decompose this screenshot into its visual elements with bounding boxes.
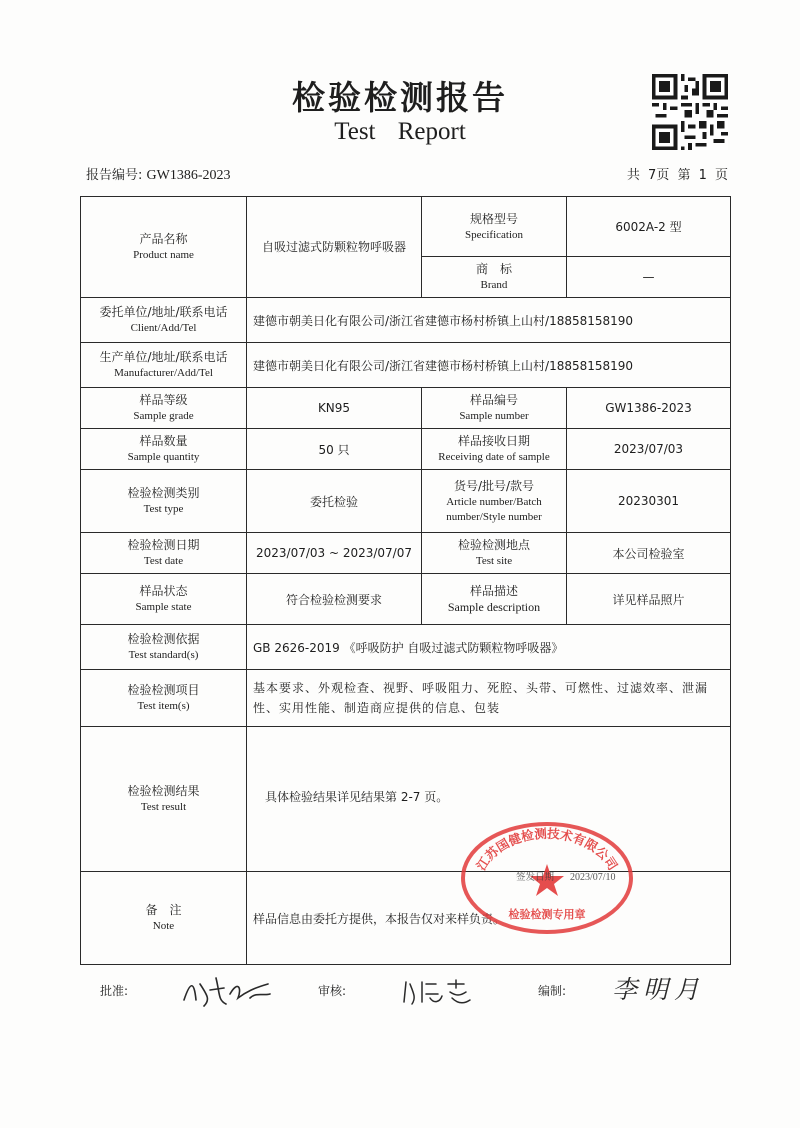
sample-number-value: GW1386-2023 bbox=[567, 388, 731, 429]
qr-code-icon bbox=[652, 74, 728, 150]
note-value: 样品信息由委托方提供，本报告仅对来样负责。 bbox=[247, 872, 731, 965]
signature-row bbox=[100, 970, 740, 1010]
report-number-value: GW1386-2023 bbox=[146, 168, 231, 183]
reviewer-label: 审核: bbox=[318, 984, 347, 998]
test-result-value: 具体检验结果详见结果第 2-7 页。 bbox=[247, 727, 731, 872]
seal-org-text: 江苏国健检测技术有限公司 bbox=[473, 825, 621, 873]
row-client bbox=[81, 298, 731, 343]
test-items-label: 检验检测项目 Test item(s) bbox=[81, 670, 247, 727]
client-value: 建德市朝美日化有限公司/浙江省建德市杨村桥镇上山村/18858158190 bbox=[247, 298, 731, 343]
sample-quantity-value: 50 只 bbox=[247, 429, 422, 470]
product-name-label: 产品名称 Product name bbox=[81, 197, 247, 298]
official-seal-icon bbox=[458, 818, 636, 936]
note-label: 备 注 Note bbox=[81, 872, 247, 965]
test-standard-value: GB 2626-2019 《呼吸防护 自吸过滤式防颗粒物呼吸器》 bbox=[247, 625, 731, 670]
sample-grade-label: 样品等级 Sample grade bbox=[81, 388, 247, 429]
approver-signature bbox=[180, 970, 276, 1010]
row-sample-state bbox=[81, 574, 731, 625]
issue-date-label: 签发日期 bbox=[516, 872, 555, 883]
test-site-value: 本公司检验室 bbox=[567, 533, 731, 574]
row-standard bbox=[81, 625, 731, 670]
specification-label: 规格型号 Specification bbox=[422, 197, 567, 257]
report-number-label: 报告编号: bbox=[86, 168, 143, 183]
row-quantity bbox=[81, 429, 731, 470]
article-number-label: 货号/批号/款号 Article number/Batch number/Style number bbox=[422, 470, 567, 533]
sample-state-value: 符合检验检测要求 bbox=[247, 574, 422, 625]
report-number bbox=[86, 164, 231, 184]
test-type-label: 检验检测类别 Test type bbox=[81, 470, 247, 533]
issue-date-value: 2023/07/10 bbox=[570, 872, 616, 883]
test-date-value: 2023/07/03 ~ 2023/07/07 bbox=[247, 533, 422, 574]
row-test-date bbox=[81, 533, 731, 574]
test-items-value: 基本要求、外观检查、视野、呼吸阻力、死腔、头带、可燃性、过滤效率、泄漏性、实用性能、制造商应提供的信息、包装 bbox=[247, 670, 731, 727]
product-name-value: 自吸过滤式防颗粒物呼吸器 bbox=[247, 197, 422, 298]
brand-value: — bbox=[567, 257, 731, 298]
row-manufacturer bbox=[81, 343, 731, 388]
reviewer-signature bbox=[400, 974, 480, 1008]
sample-number-label: 样品编号 Sample number bbox=[422, 388, 567, 429]
client-label: 委托单位/地址/联系电话 Client/Add/Tel bbox=[81, 298, 247, 343]
row-test-type bbox=[81, 470, 731, 533]
specification-value: 6002A-2 型 bbox=[567, 197, 731, 257]
row-items bbox=[81, 670, 731, 727]
editor-signature: 李明月 bbox=[612, 975, 706, 1004]
test-standard-label: 检验检测依据 Test standard(s) bbox=[81, 625, 247, 670]
sample-state-label: 样品状态 Sample state bbox=[81, 574, 247, 625]
brand-label: 商 标 Brand bbox=[422, 257, 567, 298]
sample-description-value: 详见样品照片 bbox=[567, 574, 731, 625]
report-title-en: Test Report bbox=[334, 118, 466, 145]
article-number-value: 20230301 bbox=[567, 470, 731, 533]
receiving-date-label: 样品接收日期 Receiving date of sample bbox=[422, 429, 567, 470]
row-grade bbox=[81, 388, 731, 429]
approver-label: 批准: bbox=[100, 984, 129, 998]
report-title-cn: 检验检测报告 bbox=[292, 78, 508, 117]
test-result-label: 检验检测结果 Test result bbox=[81, 727, 247, 872]
manufacturer-value: 建德市朝美日化有限公司/浙江省建德市杨村桥镇上山村/18858158190 bbox=[247, 343, 731, 388]
receiving-date-value: 2023/07/03 bbox=[567, 429, 731, 470]
test-type-value: 委托检验 bbox=[247, 470, 422, 533]
page-indicator: 共 7页 第 1 页 bbox=[626, 168, 728, 183]
manufacturer-label: 生产单位/地址/联系电话 Manufacturer/Add/Tel bbox=[81, 343, 247, 388]
sample-quantity-label: 样品数量 Sample quantity bbox=[81, 429, 247, 470]
seal-label-text: 检验检测专用章 bbox=[508, 908, 586, 921]
sample-grade-value: KN95 bbox=[247, 388, 422, 429]
test-date-label: 检验检测日期 Test date bbox=[81, 533, 247, 574]
editor-label: 编制: bbox=[538, 984, 567, 998]
sample-description-label: 样品描述 Sample description bbox=[422, 574, 567, 625]
row-product bbox=[81, 197, 731, 257]
test-site-label: 检验检测地点 Test site bbox=[422, 533, 567, 574]
